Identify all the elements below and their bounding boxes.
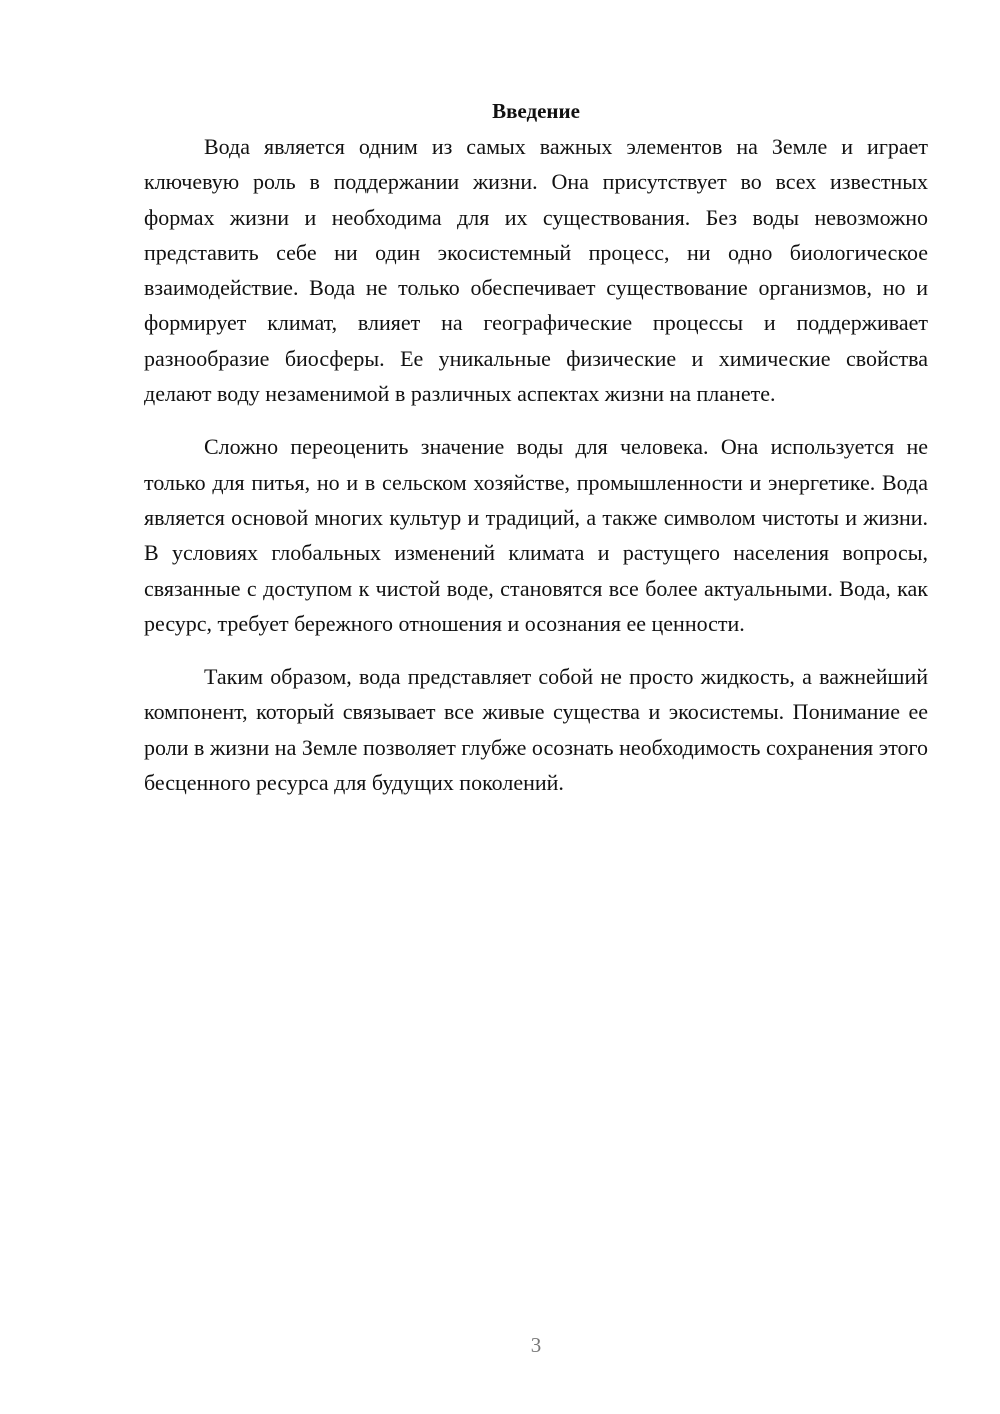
page-number: 3 <box>530 1333 542 1357</box>
paragraph-1: Вода является одним из самых важных элементов на Земле и играет ключевую роль в поддержании жизни. Она присутствует во всех известных формах жизни и необходима для их существования. Без воды невозможно представить себе ни один экосистемный процесс, ни одно биологическое взаимодействие. Вода не только обеспечивает существование организмов, но и формирует климат, влияет на географические процессы и поддерживает разнообразие биосферы. Ее уникальные физические и химические свойства делают воду незаменимой в различных аспектах жизни на планете. <box>144 134 928 407</box>
paragraph-2: Сложно переоценить значение воды для человека. Она используется не только для питья, но и в сельском хозяйстве, промышленности и энергетике. Вода является основой многих культур и традиций, а также символом чистоты и жизни. В условиях глобальных изменений климата и растущего населения вопросы, связанные с доступом к чистой воде, становятся все более актуальными. Вода, как ресурс, требует бережного отношения и осознания ее ценности. <box>144 434 928 636</box>
paragraph-3: Таким образом, вода представляет собой не просто жидкость, а важнейший компонент, который связывает все живые существа и экосистемы. Понимание ее роли в жизни на Земле позволяет глубже осознать необходимость сохранения этого бесценного ресурса для будущих поколений. <box>144 664 928 796</box>
page-content <box>144 96 928 818</box>
page-title: Введение <box>492 99 580 123</box>
